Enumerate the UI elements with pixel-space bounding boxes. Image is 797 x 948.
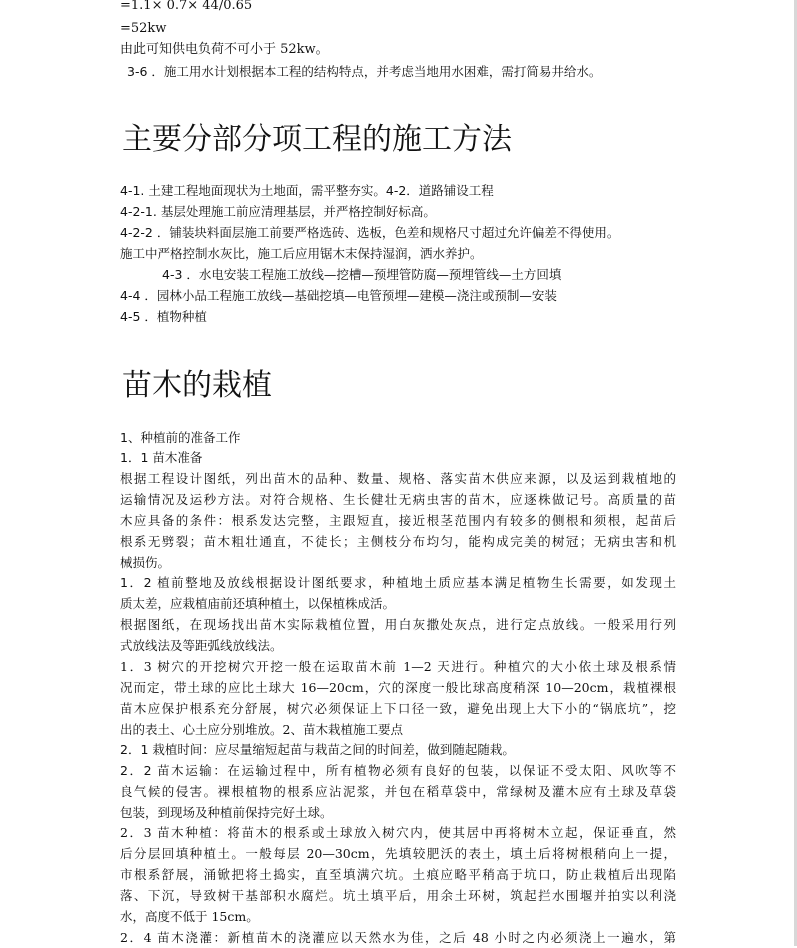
section-heading-seedling-planting: 苗木的栽植 (122, 368, 272, 403)
section2-line: 市根系舒展，涌锨把将土捣实，直至填满穴坑。土痕应略平稍高于坑口，防止栽植后出现陷 (120, 867, 676, 882)
section2-line: 根系无劈裂；苗木粗壮通直，不徒长；主侧枝分布均匀，能构成完美的树冠；无病虫害和机 (120, 534, 676, 549)
water-plan-paragraph: 3-6 ．施工用水计划根据本工程的结构特点，并考虑当地用水困难，需打简易井给水。 (127, 64, 602, 79)
formula-line-1: =1.1× 0.7× 44/0.65 (120, 0, 253, 13)
section2-line: 质太差，应栽植庙前还填种植土，以保植株成活。 (120, 596, 396, 611)
section1-line: 4-1. 土建工程地面现状为土地面，需平整夯实。4-2．道路铺设工程 (120, 183, 494, 198)
section2-line: 1．2 植前整地及放线根据设计图纸要求，种植地土质应基本满足植物生长需要，如发现土 (120, 575, 676, 590)
section2-line: 出的表土、心土应分别堆放。2、苗木栽植施工要点 (120, 722, 403, 737)
section2-line: 包装，到现场及种植前保持完好土球。 (120, 805, 333, 820)
section2-line: 水，高度不低于 15cm。 (120, 909, 259, 924)
section2-line: 根据图纸，在现场找出苗木实际栽植位置，用白灰撒处灰点，进行定点放线。一般采用行列 (120, 617, 676, 632)
section2-line: 运输情况及运秒方法。对符合规格、生长健壮无病虫害的苗木，应逐株做记号。高质量的苗 (120, 492, 676, 507)
section2-line: 2．3 苗木种植：将苗木的根系或土球放入树穴内，使其居中再将树木立起，保证垂直，然 (120, 825, 676, 840)
section2-line: 况而定，带土球的应比土球大 16—20cm，穴的深度一般比球高度稍深 10—20cm，栽植裸根 (120, 680, 676, 695)
section2-line: 2．2 苗木运输：在运输过程中，所有植物必须有良好的包装，以保证不受太阳、风吹等不 (120, 763, 676, 778)
section2-line: 1、种植前的准备工作 (120, 430, 241, 445)
formula-line-2: =52kw (120, 21, 167, 36)
section2-line: 1．3 树穴的开挖树穴开挖一般在运取苗木前 1—2 天进行。种植穴的大小依土球及根系情 (120, 659, 676, 674)
section1-line: 4-3 ．水电安装工程施工放线—挖槽—预埋管防腐—预埋管线—土方回填 (162, 267, 562, 282)
section1-line: 4-2-1. 基层处理施工前应清理基层，并严格控制好标高。 (120, 204, 436, 219)
section1-line: 施工中严格控制水灰比，施工后应用锯木末保持湿润，洒水养护。 (120, 246, 483, 261)
section2-line: 苗木应保护根系充分舒展，树穴必须保证上下口径一致，避免出现上大下小的“锅底坑”，挖 (120, 701, 676, 716)
section1-line: 4-5 ．植物种植 (120, 309, 207, 324)
section1-line: 4-4 ．园林小品工程施工放线—基础挖填—电管预埋—建模—浇注或预制—安装 (120, 288, 557, 303)
section2-line: 2．4 苗木浇灌：新植苗木的浇灌应以天然水为佳，之后 48 小时之内必须浇上一遍水，第 (120, 930, 676, 945)
section2-line: 式放线法及等距弧线放线法。 (120, 638, 283, 653)
section2-line: 2．1 栽植时间：应尽量缩短起苗与栽苗之间的时间差，做到随起随栽。 (120, 742, 515, 757)
section2-line: 械损伤。 (120, 555, 171, 570)
section-heading-construction-methods: 主要分部分项工程的施工方法 (122, 122, 512, 157)
power-load-conclusion: 由此可知供电负荷不可小于 52kw。 (120, 42, 329, 57)
section1-line: 4-2-2 ．铺装块料面层施工前要严格选砖、选板，色差和规格尺寸超过允许偏差不得使用。 (120, 225, 620, 240)
section2-line: 后分层回填种植土。一般每层 20—30cm，先填较肥沃的表土，填土后将树根稍向上一提， (120, 846, 676, 861)
section2-line: 良气候的侵害。裸根植物的根系应沾泥浆，并包在稻草袋中，常绿树及灌木应有土球及草袋 (120, 784, 676, 799)
section2-line: 根据工程设计图纸，列出苗木的品种、数量、规格、落实苗木供应来源，以及运到栽植地的 (120, 471, 676, 486)
section2-line: 落、下沉，导致树干基部积水腐烂。坑土填平后，用余土环树，筑起拦水围堰并拍实以利浇 (120, 888, 676, 903)
section2-line: 1．1 苗木准备 (120, 450, 203, 465)
section2-line: 木应具备的条件：根系发达完整，主跟短直，接近根茎范围内有较多的侧根和须根，起苗后 (120, 513, 676, 528)
